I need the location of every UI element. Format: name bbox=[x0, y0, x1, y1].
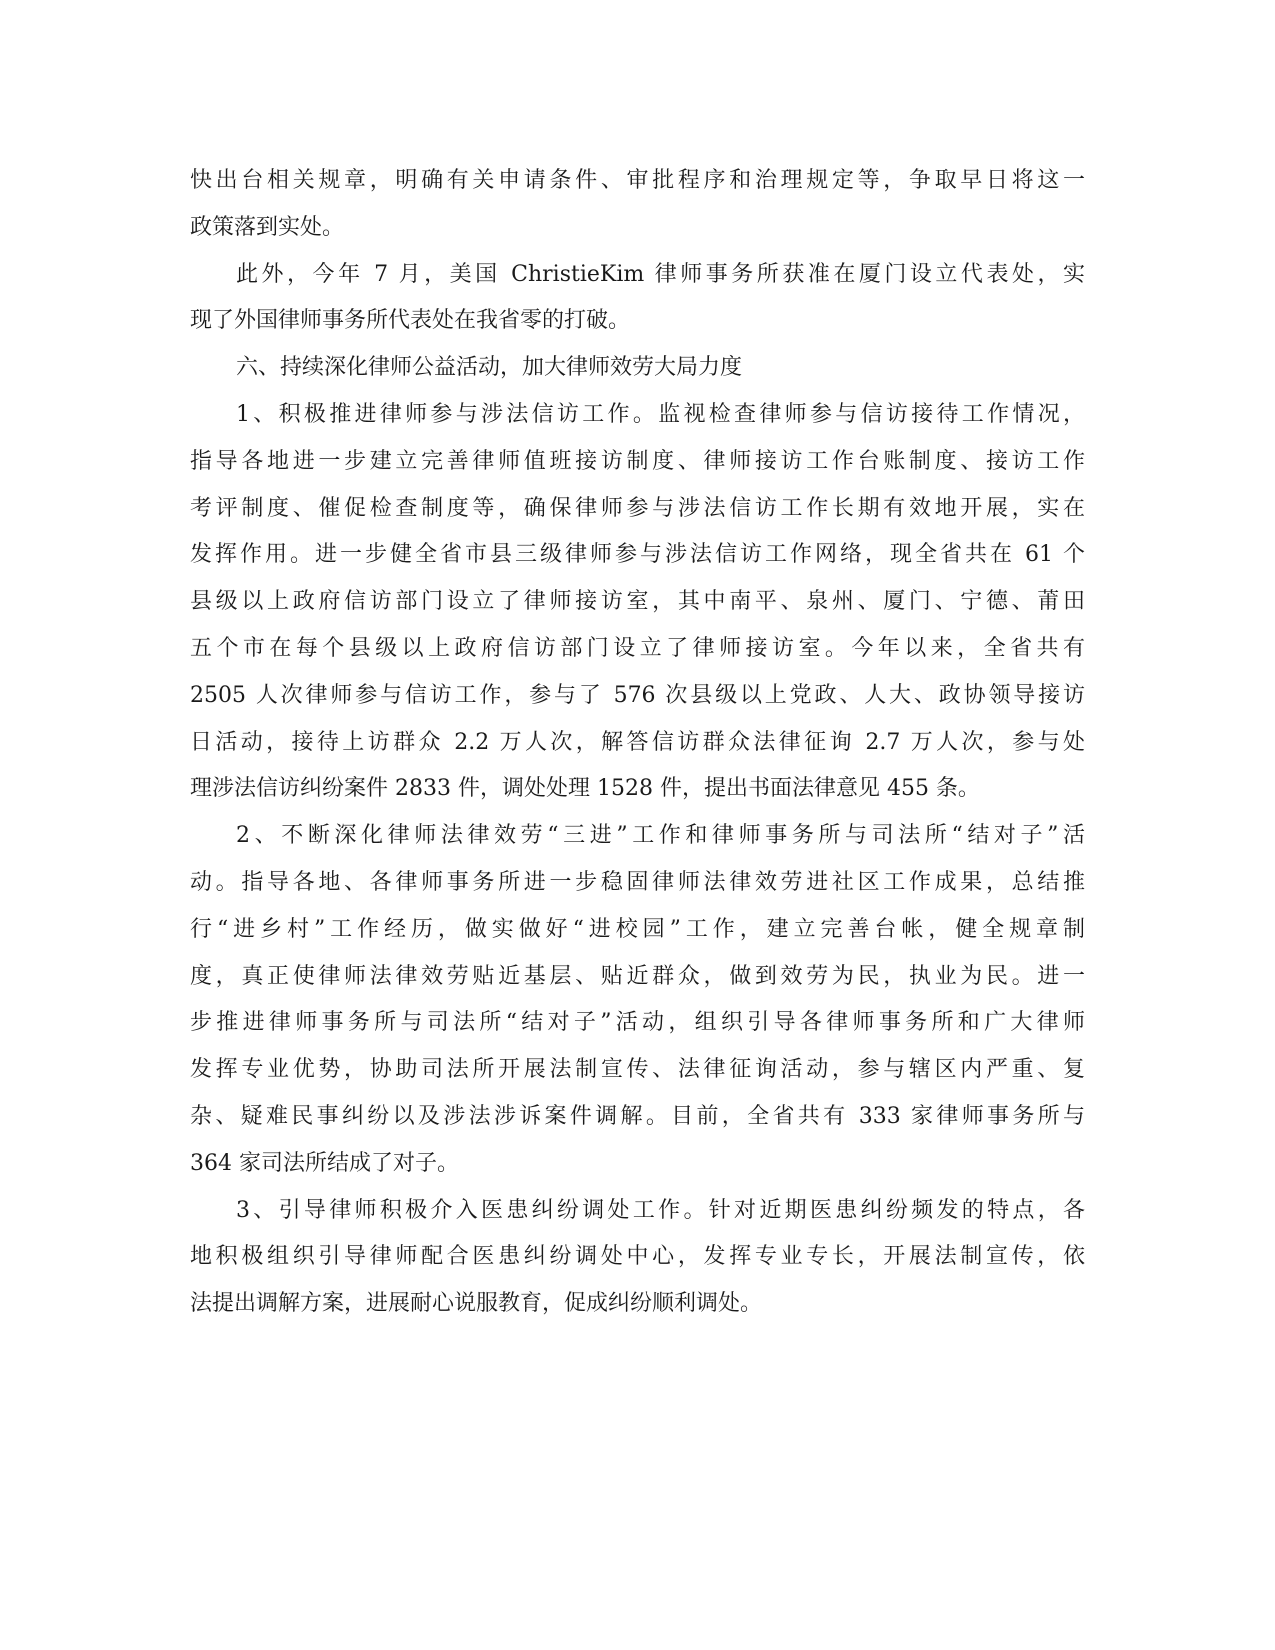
text-line: 此外，今年 7 月，美国 ChristieKim 律师事务所获准在厦门设立代表处，实 bbox=[236, 261, 1085, 287]
text-line: 考评制度、催促检查制度等，确保律师参与涉法信访工作长期有效地开展，实在 bbox=[190, 495, 1085, 521]
text-line: 度，真正使律师法律效劳贴近基层、贴近群众，做到效劳为民，执业为民。进一 bbox=[190, 963, 1085, 989]
text-line: 发挥作用。进一步健全省市县三级律师参与涉法信访工作网络，现全省共在 61 个 bbox=[190, 542, 1085, 568]
text-line: 法提出调解方案，进展耐心说服教育，促成纠纷顺利调处。 bbox=[190, 1291, 763, 1317]
text-line: 2505 人次律师参与信访工作，参与了 576 次县级以上党政、人大、政协领导接访 bbox=[190, 682, 1085, 708]
text-line: 3、引导律师积极介入医患纠纷调处工作。针对近期医患纠纷频发的特点，各 bbox=[236, 1197, 1085, 1223]
text-line: 政策落到实处。 bbox=[190, 214, 345, 240]
text-line: 364 家司法所结成了对子。 bbox=[190, 1150, 459, 1176]
text-line: 杂、疑难民事纠纷以及涉法涉诉案件调解。目前，全省共有 333 家律师事务所与 bbox=[190, 1103, 1085, 1129]
text-line: 快出台相关规章，明确有关申请条件、审批程序和治理规定等，争取早日将这一 bbox=[190, 168, 1085, 193]
text-line: 指导各地进一步建立完善律师值班接访制度、律师接访工作台账制度、接访工作 bbox=[190, 448, 1085, 474]
text-line: 2、不断深化律师法律效劳“三进”工作和律师事务所与司法所“结对子”活 bbox=[236, 823, 1085, 849]
text-line: 理涉法信访纠纷案件 2833 件，调处处理 1528 件，提出书面法律意见 455 条。 bbox=[190, 776, 980, 802]
text-line: 县级以上政府信访部门设立了律师接访室，其中南平、泉州、厦门、宁德、莆田 bbox=[190, 589, 1085, 615]
text-line: 动。指导各地、各律师事务所进一步稳固律师法律效劳进社区工作成果，总结推 bbox=[190, 869, 1085, 895]
text-line: 地积极组织引导律师配合医患纠纷调处中心，发挥专业专长，开展法制宣传，依 bbox=[190, 1244, 1085, 1270]
text-line: 1、积极推进律师参与涉法信访工作。监视检查律师参与信访接待工作情况， bbox=[236, 401, 1085, 427]
text-line: 步推进律师事务所与司法所“结对子”活动，组织引导各律师事务所和广大律师 bbox=[190, 1010, 1085, 1036]
text-line: 五个市在每个县级以上政府信访部门设立了律师接访室。今年以来，全省共有 bbox=[190, 635, 1085, 661]
text-line: 发挥专业优势，协助司法所开展法制宣传、法律征询活动，参与辖区内严重、复 bbox=[190, 1057, 1085, 1083]
text-line: 行“进乡村”工作经历，做实做好“进校园”工作，建立完善台帐，健全规章制 bbox=[190, 916, 1085, 942]
text-line: 现了外国律师事务所代表处在我省零的打破。 bbox=[190, 308, 631, 334]
document-body bbox=[190, 158, 1085, 1328]
text-line: 日活动，接待上访群众 2.2 万人次，解答信访群众法律征询 2.7 万人次，参与处 bbox=[190, 729, 1085, 755]
section-heading: 六、持续深化律师公益活动，加大律师效劳大局力度 bbox=[236, 355, 743, 381]
